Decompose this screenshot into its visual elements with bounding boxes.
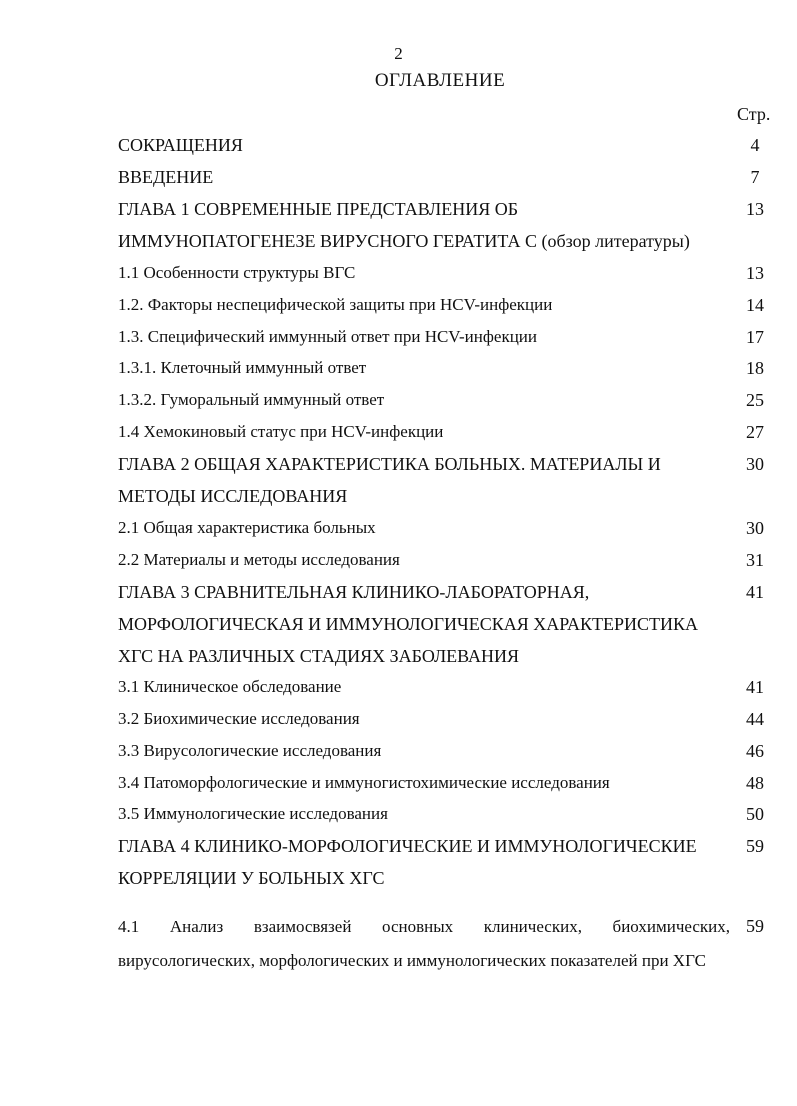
page-number: 2	[394, 44, 403, 63]
chapter-3-line-1: ГЛАВА 3 СРАВНИТЕЛЬНАЯ КЛИНИКО-ЛАБОРАТОРНАЯ,	[118, 582, 590, 602]
toc-entry-chapter-2	[118, 448, 730, 512]
toc-page-chapter-2: 30	[746, 454, 764, 474]
chapter-3-line-3: ХГС НА РАЗЛИЧНЫХ СТАДИЯХ ЗАБОЛЕВАНИЯ	[118, 646, 520, 666]
toc-entry-chapter-1	[118, 193, 730, 257]
toc-page-3-4: 48	[746, 773, 764, 793]
toc-page-1-3-2: 25	[746, 390, 764, 410]
toc-entry-1-3-1: 1.3.1. Клеточный иммунный ответ	[118, 358, 367, 377]
toc-page-3-1: 41	[746, 677, 764, 697]
toc-page-1-2: 14	[746, 295, 764, 315]
chapter-2-line-2: МЕТОДЫ ИССЛЕДОВАНИЯ	[118, 486, 348, 506]
toc-page-abbreviations: 4	[750, 135, 760, 155]
toc-entry-1-2: 1.2. Факторы неспецифической защиты при HCV-инфекции	[118, 295, 553, 314]
chapter-2-line-1: ГЛАВА 2 ОБЩАЯ ХАРАКТЕРИСТИКА БОЛЬНЫХ. МАТЕРИАЛЫ И	[118, 454, 661, 474]
toc-page-introduction: 7	[750, 167, 760, 187]
toc-page-1-1: 13	[746, 263, 764, 283]
toc-entry-3-3: 3.3 Вирусологические исследования	[118, 741, 382, 760]
toc-page-3-3: 46	[746, 741, 764, 761]
toc-entry-3-5: 3.5 Иммунологические исследования	[118, 804, 388, 823]
chapter-3-line-2: МОРФОЛОГИЧЕСКАЯ И ИММУНОЛОГИЧЕСКАЯ ХАРАКТЕРИСТИКА	[118, 614, 698, 634]
toc-page-4-1: 59	[746, 916, 764, 936]
toc-page-3-5: 50	[746, 804, 764, 824]
toc-entry-3-2: 3.2 Биохимические исследования	[118, 709, 360, 728]
chapter-4-line-2: КОРРЕЛЯЦИИ У БОЛЬНЫХ ХГС	[118, 868, 385, 888]
toc-entry-3-4: 3.4 Патоморфологические и иммуногистохимические исследования	[118, 773, 610, 792]
toc-entry-chapter-4	[118, 830, 730, 894]
toc-entry-abbreviations: СОКРАЩЕНИЯ	[118, 135, 243, 155]
chapter-4-line-1: ГЛАВА 4 КЛИНИКО-МОРФОЛОГИЧЕСКИЕ И ИММУНОЛОГИЧЕСКИЕ	[118, 836, 697, 856]
toc-entry-chapter-3	[118, 576, 730, 672]
toc-entry-2-1: 2.1 Общая характеристика больных	[118, 518, 376, 537]
toc-entry-introduction: ВВЕДЕНИЕ	[118, 167, 214, 187]
toc-page-chapter-3: 41	[746, 582, 764, 602]
page-column-header: Стр.	[737, 104, 771, 124]
toc-title: ОГЛАВЛЕНИЕ	[374, 70, 506, 91]
toc-page-2-2: 31	[746, 550, 764, 570]
toc-page-chapter-1: 13	[746, 199, 764, 219]
toc-entry-4-1: 4.1 Анализ взаимосвязей основных клинических, биохимических, вирусологических, морфологических и иммунологических показателей при ХГС	[118, 917, 730, 970]
toc-entry-1-3: 1.3. Специфический иммунный ответ при HCV-инфекции	[118, 327, 537, 346]
chapter-1-line-1: ГЛАВА 1 СОВРЕМЕННЫЕ ПРЕДСТАВЛЕНИЯ ОБ	[118, 199, 519, 219]
chapter-1-line-2: ИММУНОПАТОГЕНЕЗЕ ВИРУСНОГО ГЕРАТИТА С (обзор литературы)	[118, 231, 690, 251]
toc-page-2-1: 30	[746, 518, 764, 538]
toc-page-1-3-1: 18	[746, 358, 764, 378]
toc-entry-2-2: 2.2 Материалы и методы исследования	[118, 550, 400, 569]
toc-page-1-3: 17	[746, 327, 764, 347]
toc-entry-3-1: 3.1 Клиническое обследование	[118, 677, 342, 696]
toc-page-chapter-4: 59	[746, 836, 764, 856]
toc-page-1-4: 27	[746, 422, 764, 442]
toc-entry-1-3-2: 1.3.2. Гуморальный иммунный ответ	[118, 390, 385, 409]
toc-entry-1-1: 1.1 Особенности структуры ВГС	[118, 263, 356, 282]
toc-page-3-2: 44	[746, 709, 764, 729]
toc-entry-1-4: 1.4 Хемокиновый статус при HCV-инфекции	[118, 422, 444, 441]
